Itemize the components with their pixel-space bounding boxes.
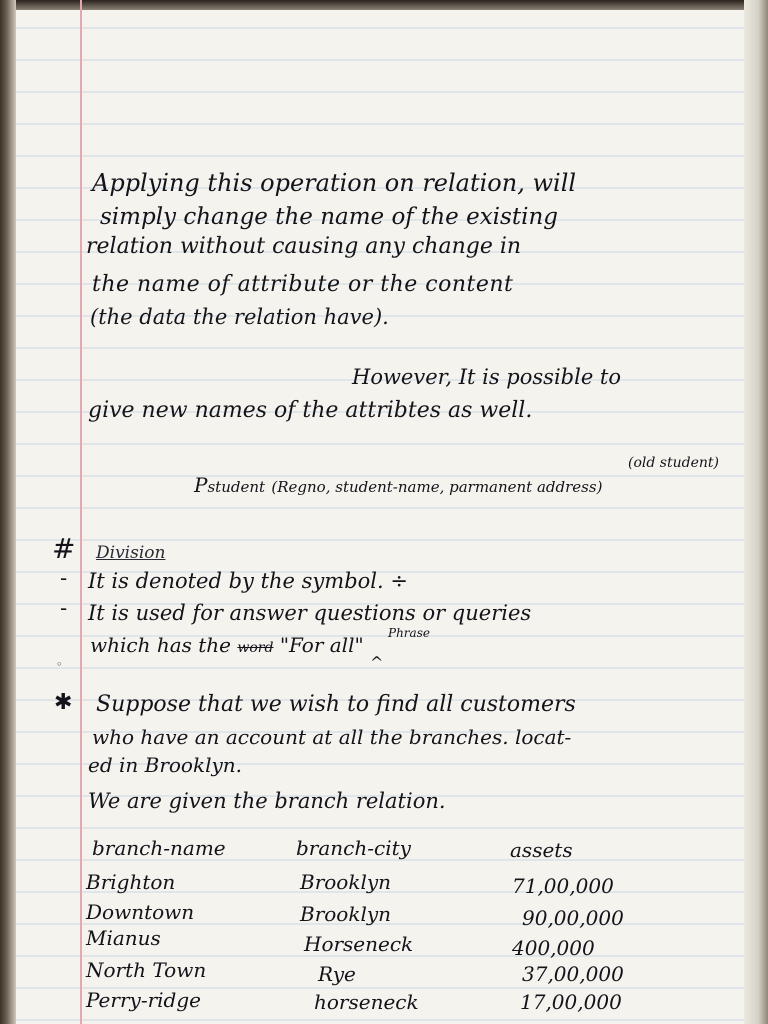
table-cell: 71,00,000: [512, 874, 614, 898]
old-student-note: (old student): [628, 455, 719, 471]
insert-caret: ^: [370, 653, 384, 672]
division-bullet: It is denoted by the symbol. ÷: [88, 569, 408, 593]
for-all-phrase: "For all": [279, 633, 364, 657]
small-circle-mark: ◦: [56, 658, 63, 671]
table-header-cell: assets: [510, 838, 573, 862]
suppose-line: We are given the branch relation.: [88, 789, 446, 813]
paragraph1-line: Applying this operation on relation, will: [92, 169, 577, 197]
rename-arguments: (Regno, student-name, parmanent address): [271, 478, 603, 496]
paragraph2-line: give new names of the attribtes as well.: [88, 398, 533, 423]
table-header-cell: branch-name: [92, 836, 226, 860]
paragraph2-line: However, It is possible to: [352, 365, 622, 389]
bullet-dash: -: [60, 596, 68, 620]
table-cell: Mianus: [86, 926, 161, 950]
paragraph1-line: (the data the relation have).: [90, 305, 389, 329]
bullet-dash: -: [60, 566, 68, 590]
hash-mark: #: [52, 532, 76, 565]
rename-expression: [194, 472, 602, 500]
table-cell: North Town: [86, 958, 207, 982]
division-heading: Division: [96, 543, 166, 563]
rho-symbol: P: [194, 473, 208, 497]
table-cell: Rye: [318, 962, 356, 986]
table-cell: Perry-ridge: [86, 988, 201, 1012]
page-left-edge: [0, 0, 16, 1024]
table-cell: 400,000: [512, 936, 595, 960]
division-bullet: It is used for answer questions or queries: [88, 601, 532, 625]
suppose-line: Suppose that we wish to find all customers: [96, 692, 576, 717]
struck-word: word: [237, 640, 274, 656]
paragraph1-line: relation without causing any change in: [86, 234, 522, 259]
star-mark: ✱: [54, 690, 73, 715]
rho-subscript: student: [207, 478, 266, 496]
margin-line: [80, 0, 82, 1024]
insert-word: Phrase: [388, 626, 430, 640]
suppose-line: who have an account at all the branches. locat-: [92, 725, 572, 749]
division-continuation: [90, 632, 364, 661]
table-cell: 37,00,000: [522, 962, 624, 986]
page-right-edge: [744, 0, 768, 1024]
table-cell: Brighton: [86, 870, 176, 894]
table-cell: horseneck: [314, 990, 419, 1014]
table-cell: 17,00,000: [520, 990, 622, 1014]
table-cell: 90,00,000: [522, 906, 624, 930]
table-cell: Downtown: [86, 900, 195, 924]
paragraph1-line: simply change the name of the existing: [100, 204, 558, 230]
paragraph1-line: the name of attribute or the content: [92, 272, 514, 297]
table-cell: Brooklyn: [300, 902, 392, 926]
table-cell: Horseneck: [304, 932, 414, 956]
suppose-line: ed in Brooklyn.: [88, 753, 243, 777]
continuation-text: which has the: [90, 633, 232, 657]
table-header-cell: branch-city: [296, 836, 411, 860]
table-cell: Brooklyn: [300, 870, 392, 894]
